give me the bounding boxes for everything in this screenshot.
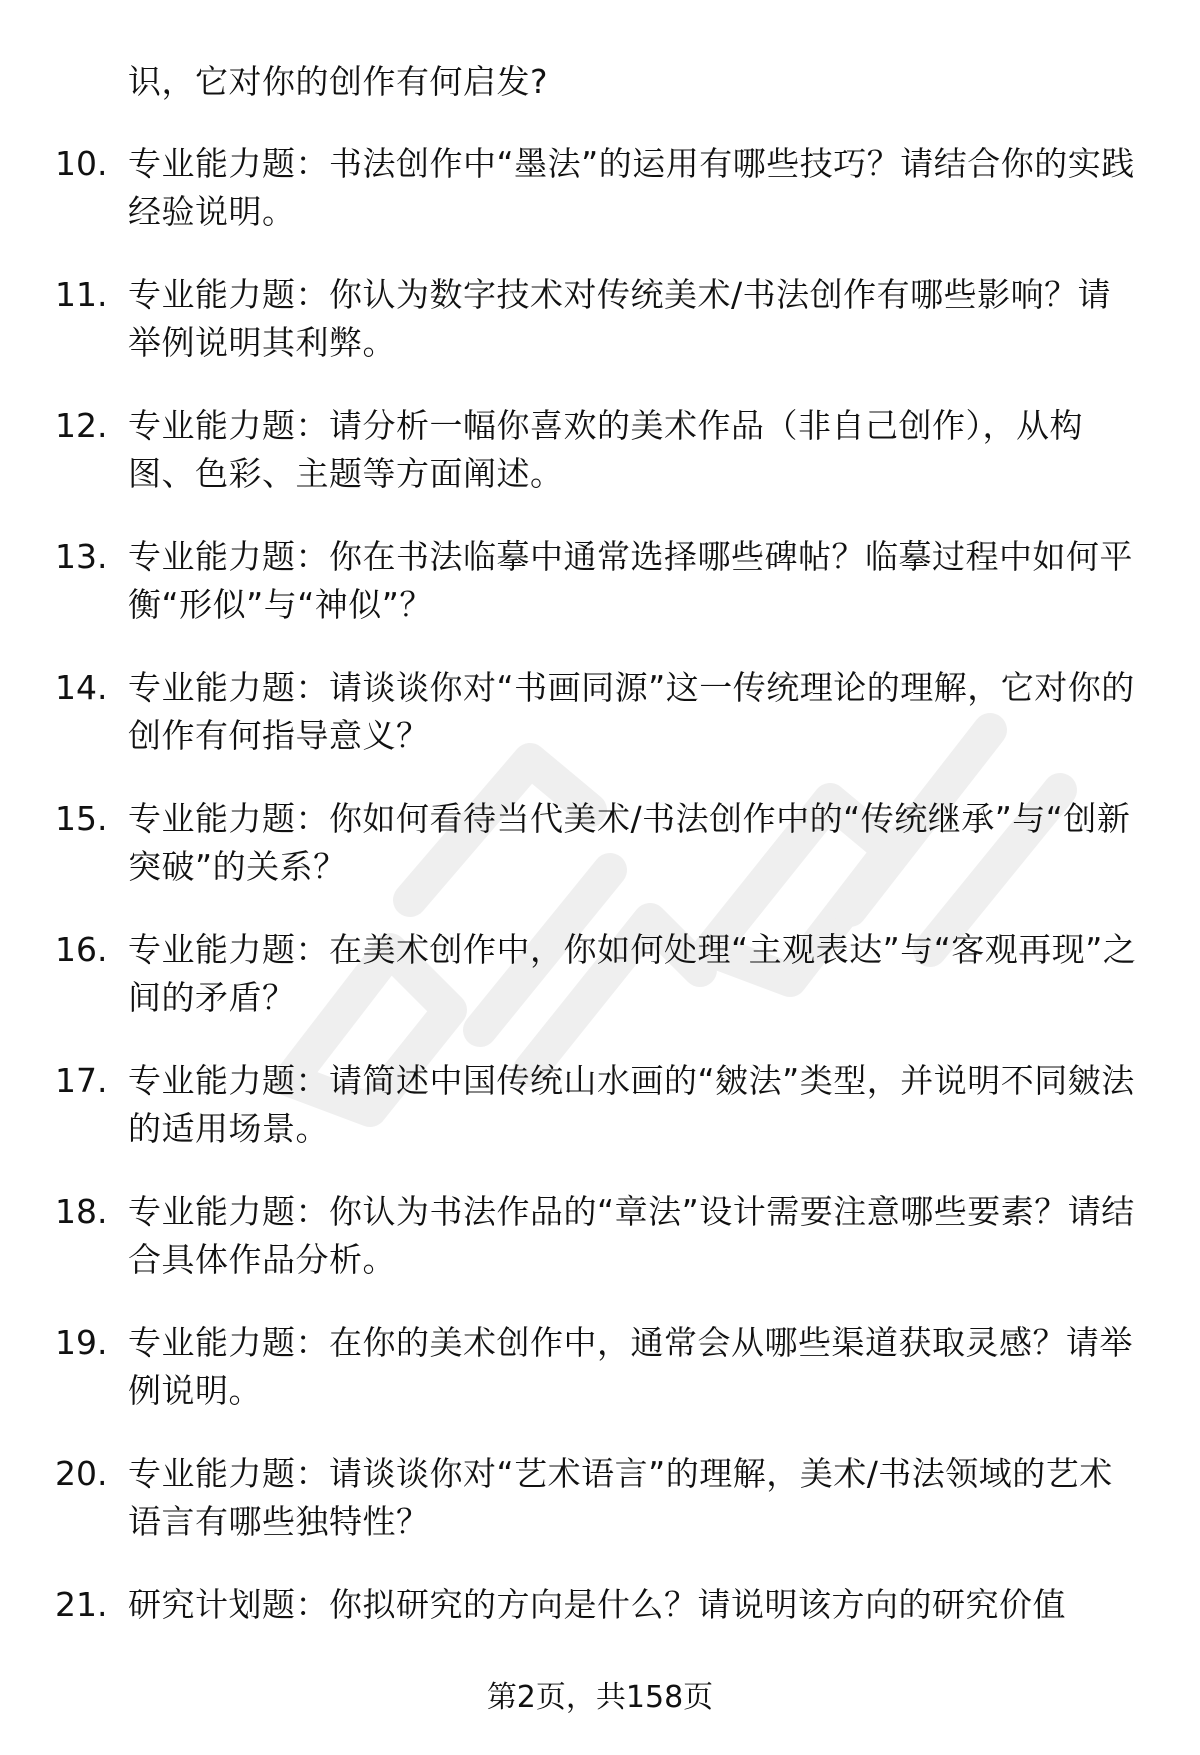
question-item: [0, 402, 1200, 498]
question-number: 16.: [55, 930, 108, 969]
question-item: [0, 926, 1200, 1022]
question-list: [0, 140, 1200, 1664]
question-number: 20.: [55, 1454, 108, 1493]
question-number: 11.: [55, 275, 108, 314]
question-text: 研究计划题：你拟研究的方向是什么？请说明该方向的研究价值: [128, 1585, 1066, 1624]
question-item: [0, 1188, 1200, 1284]
question-text: 专业能力题：请谈谈你对“艺术语言”的理解，美术/书法领域的艺术语言有哪些独特性？: [128, 1454, 1113, 1541]
page-footer: 第2页，共158页: [486, 1680, 714, 1715]
question-text: 专业能力题：请简述中国传统山水画的“皴法”类型，并说明不同皴法的适用场景。: [128, 1061, 1135, 1148]
question-item: [0, 1581, 1200, 1629]
question-number: 14.: [55, 668, 108, 707]
question-item: [0, 795, 1200, 891]
question-item: [0, 664, 1200, 760]
question-text: 专业能力题：你认为书法作品的“章法”设计需要注意哪些要素？请结合具体作品分析。: [128, 1192, 1135, 1279]
continuation-line: 识，它对你的创作有何启发?: [128, 62, 549, 101]
question-number: 19.: [55, 1323, 108, 1362]
question-text: 专业能力题：你认为数字技术对传统美术/书法创作有哪些影响？请举例说明其利弊。: [128, 275, 1112, 362]
question-text: 专业能力题：你在书法临摹中通常选择哪些碑帖？临摹过程中如何平衡“形似”与“神似”？: [128, 537, 1133, 624]
question-item: [0, 1057, 1200, 1153]
question-text: 专业能力题：在美术创作中，你如何处理“主观表达”与“客观再现”之间的矛盾？: [128, 930, 1137, 1017]
question-text: 专业能力题：你如何看待当代美术/书法创作中的“传统继承”与“创新突破”的关系？: [128, 799, 1131, 886]
question-text: 专业能力题：请分析一幅你喜欢的美术作品（非自己创作），从构图、色彩、主题等方面阐述。: [128, 406, 1083, 493]
question-number: 21.: [55, 1585, 108, 1624]
question-text: 专业能力题：书法创作中“墨法”的运用有哪些技巧？请结合你的实践经验说明。: [128, 144, 1135, 231]
question-number: 15.: [55, 799, 108, 838]
question-item: [0, 271, 1200, 367]
question-item: [0, 1450, 1200, 1546]
question-item: [0, 533, 1200, 629]
question-item: [0, 1319, 1200, 1415]
question-text: 专业能力题：在你的美术创作中，通常会从哪些渠道获取灵感？请举例说明。: [128, 1323, 1133, 1410]
question-item: [0, 140, 1200, 236]
question-number: 17.: [55, 1061, 108, 1100]
question-number: 10.: [55, 144, 108, 183]
question-text: 专业能力题：请谈谈你对“书画同源”这一传统理论的理解，它对你的创作有何指导意义？: [128, 668, 1135, 755]
question-number: 18.: [55, 1192, 108, 1231]
question-number: 12.: [55, 406, 108, 445]
question-number: 13.: [55, 537, 108, 576]
